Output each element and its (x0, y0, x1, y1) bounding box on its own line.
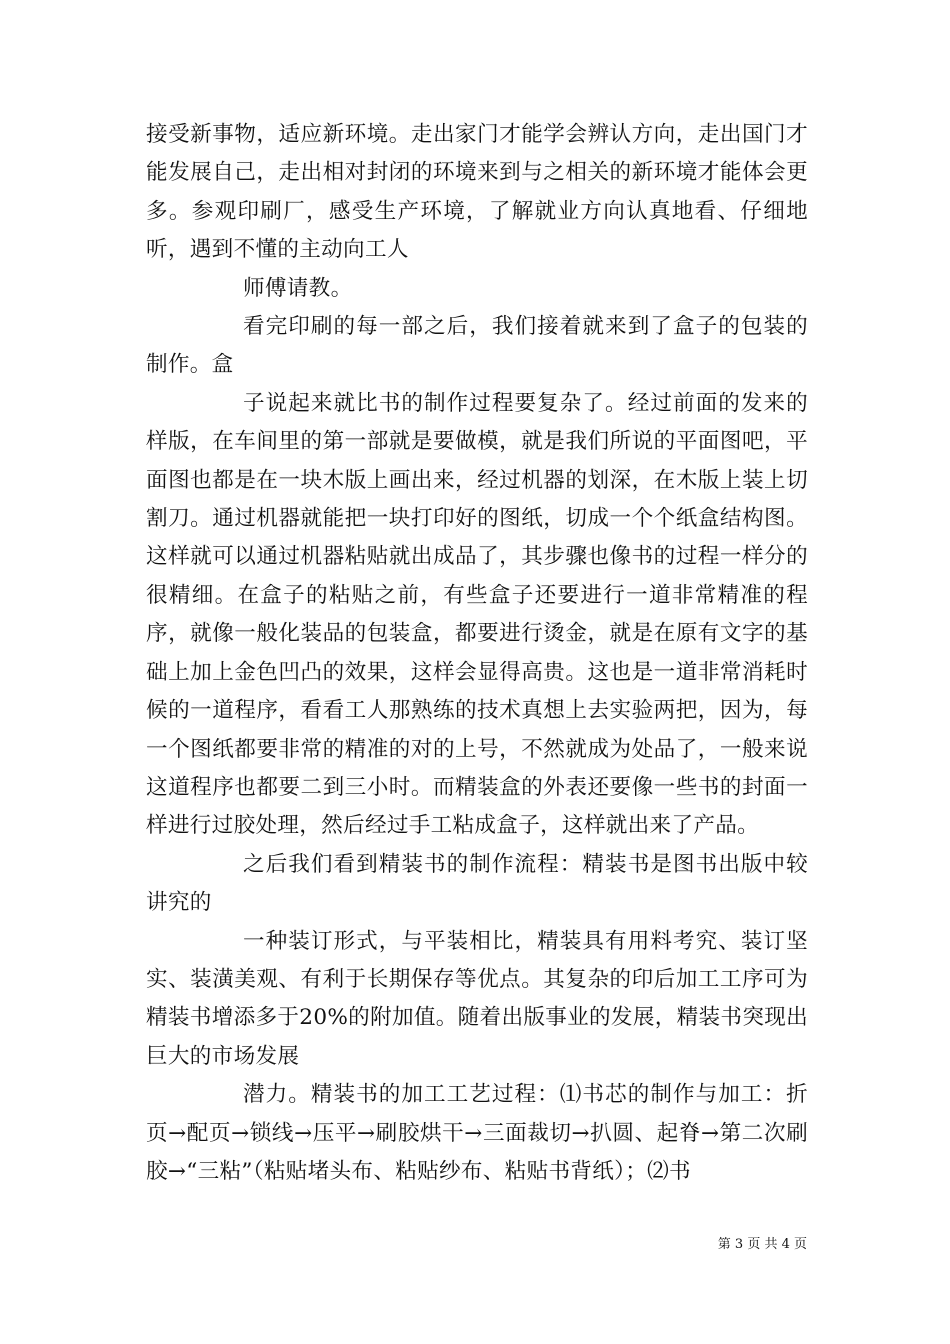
paragraph-3: 看完印刷的每一部之后，我们接着就来到了盒子的包装的制作。盒 (146, 314, 808, 378)
paragraph-6: 一种装订形式，与平装相比，精装具有用料考究、装订坚实、装潢美观、有利于长期保存等优点。其复杂的印后加工工序可为精装书增添多于20%的附加值。随着出版事业的发展，精装书突现出巨大的市场发展 (146, 928, 808, 1069)
page-number-footer: 第 3 页 共 4 页 (717, 1237, 807, 1252)
body-text (146, 116, 808, 1191)
paragraph-2: 师傅请教。 (243, 275, 353, 301)
paragraph-4: 子说起来就比书的制作过程要复杂了。经过前面的发来的样版，在车间里的第一部就是要做模，就是我们所说的平面图吧，平面图也都是在一块木版上画出来，经过机器的划深，在木版上装上切割刀。通过机器就能把一块打印好的图纸，切成一个个纸盒结构图。这样就可以通过机器粘贴就出成品了，其步骤也像书的过程一样分的很精细。在盒子的粘贴之前，有些盒子还要进行一道非常精准的程序，就像一般化装品的包装盒，都要进行烫金，就是在原有文字的基础上加上金色凹凸的效果，这样会显得高贵。这也是一道非常消耗时候的一道程序，看看工人那熟练的技术真想上去实验两把，因为，每一个图纸都要非常的精准的对的上号，不然就成为处品了，一般来说这道程序也都要二到三小时。而精装盒的外表还要像一些书的封面一样进行过胶处理，然后经过手工粘成盒子，这样就出来了产品。 (146, 390, 808, 839)
paragraph-1: 接受新事物，适应新环境。走出家门才能学会辨认方向，走出国门才能发展自己，走出相对封闭的环境来到与之相关的新环境才能体会更多。参观印刷厂，感受生产环境，了解就业方向认真地看、仔细地听，遇到不懂的主动向工人 (146, 122, 808, 263)
paragraph-5: 之后我们看到精装书的制作流程：精装书是图书出版中较讲究的 (146, 851, 808, 916)
paragraph-7: 潜力。精装书的加工工艺过程：⑴书芯的制作与加工：折页→配页→锁线→压平→刷胶烘干→三面裁切→扒圆、起脊→第二次刷胶→“三粘”（粘贴堵头布、粘贴纱布、粘贴书背纸）；⑵书 (146, 1082, 808, 1184)
